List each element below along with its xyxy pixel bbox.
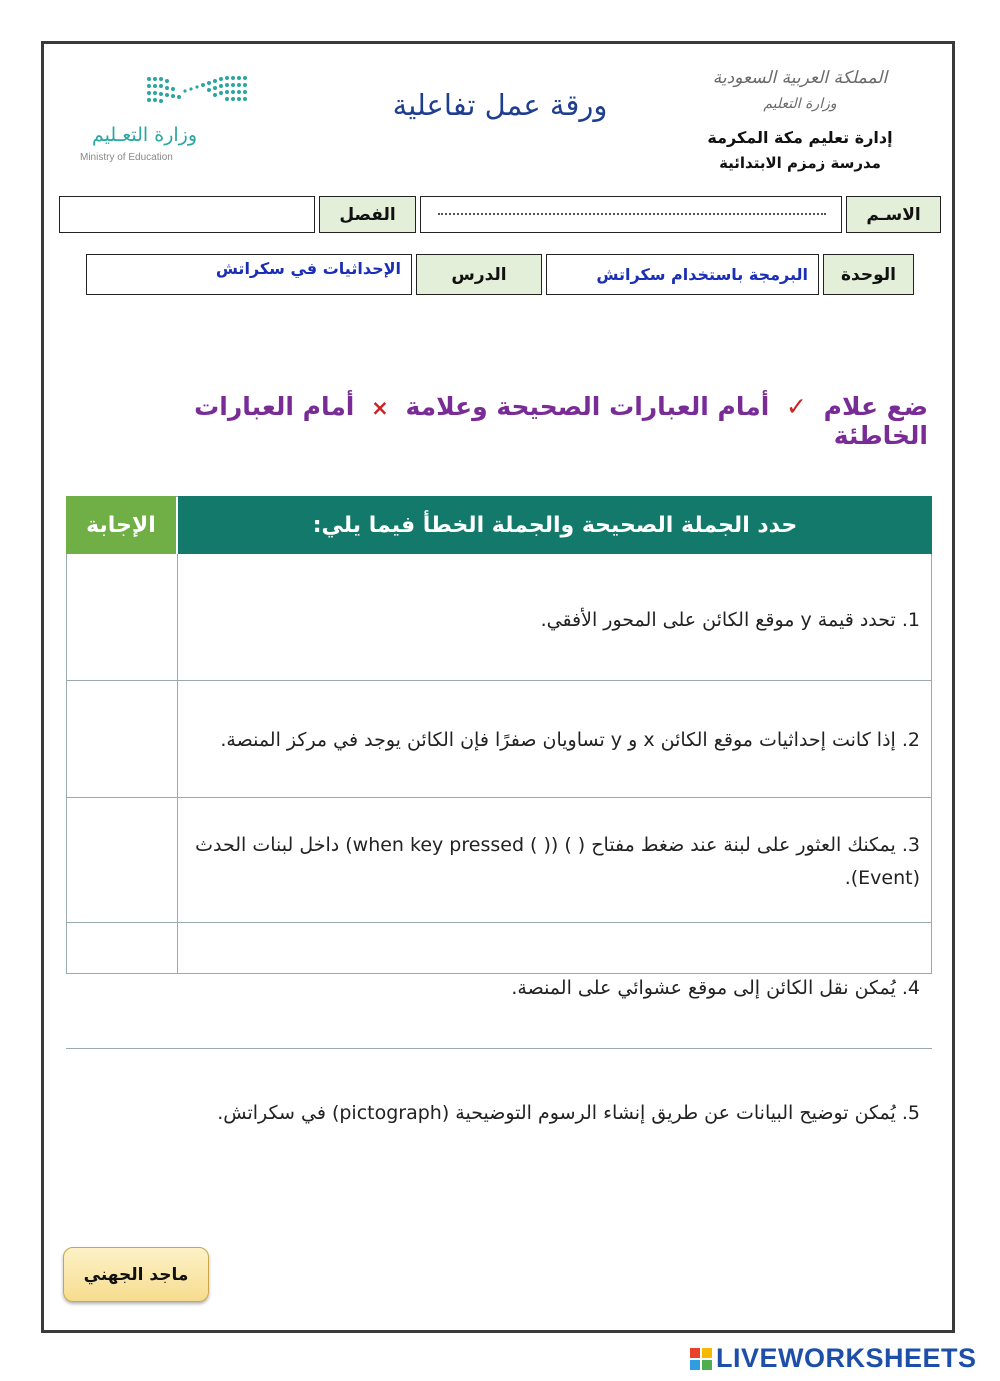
cross-icon: × — [371, 396, 389, 420]
emblem-line-2: وزارة التعليم — [763, 96, 837, 112]
unit-label: الوحدة — [823, 254, 914, 295]
ministry-logo-icon — [145, 75, 255, 107]
ministry-name-ar: وزارة التعـليم — [92, 124, 198, 146]
class-label: الفصل — [319, 196, 416, 233]
unit-value: البرمجة باستخدام سكراتش — [546, 254, 819, 295]
question-header: حدد الجملة الصحيحة والجملة الخطأ فيما يلي: — [178, 496, 932, 554]
ministry-name-en: Ministry of Education — [80, 152, 173, 163]
lesson-value: الإحداثيات في سكراتش — [86, 254, 412, 295]
row-divider — [66, 922, 932, 923]
education-admin: إدارة تعليم مكة المكرمة — [707, 128, 893, 147]
row-divider — [66, 1048, 932, 1049]
question-3: 3. يمكنك العثور على لبنة عند ضغط مفتاح ( ) (( ) when key pressed) داخل لبنات الحدث (Event). — [195, 834, 920, 889]
instruction — [100, 392, 928, 450]
lesson-label: الدرس — [416, 254, 542, 295]
page-title: ورقة عمل تفاعلية — [392, 88, 608, 122]
brand-text: LIVEWORKSHEETS — [716, 1343, 977, 1373]
name-dotted-line — [438, 213, 826, 215]
author-badge: ماجد الجهني — [63, 1247, 209, 1302]
instruction-part1: ضع علام — [823, 392, 928, 421]
instruction-part2: أمام العبارات الصحيحة وعلامة — [405, 392, 770, 421]
question-1: 1. تحدد قيمة y موقع الكائن على المحور الأفقي. — [540, 609, 920, 631]
row-divider — [66, 680, 932, 681]
answer-cell-1[interactable] — [70, 558, 174, 676]
question-5: 5. يُمكن توضيح البيانات عن طريق إنشاء الرسوم التوضيحية (pictograph) في سكراتش. — [217, 1102, 920, 1124]
check-icon: ✓ — [786, 392, 807, 421]
answer-cell-5[interactable] — [70, 1052, 174, 1170]
column-divider — [177, 554, 178, 974]
name-label: الاسـم — [846, 196, 941, 233]
answer-cell-2[interactable] — [70, 684, 174, 793]
liveworksheets-logo-icon — [690, 1348, 712, 1370]
liveworksheets-brand — [690, 1343, 990, 1374]
emblem-line-1: المملكة العربية السعودية — [712, 68, 888, 88]
class-field[interactable] — [59, 196, 315, 233]
answer-cell-3[interactable] — [70, 801, 174, 918]
instruction-part3: أمام العبارات الخاطئة — [194, 392, 928, 450]
answer-cell-4[interactable] — [70, 926, 174, 1044]
question-4: 4. يُمكن نقل الكائن إلى موقع عشوائي على المنصة. — [511, 977, 920, 999]
answer-header: الإجابة — [66, 496, 176, 554]
question-2: 2. إذا كانت إحداثيات موقع الكائن x و y تساويان صفرًا فإن الكائن يوجد في مركز المنصة. — [220, 729, 920, 751]
school-name: مدرسة زمزم الابتدائية — [719, 154, 881, 172]
row-divider — [66, 797, 932, 798]
